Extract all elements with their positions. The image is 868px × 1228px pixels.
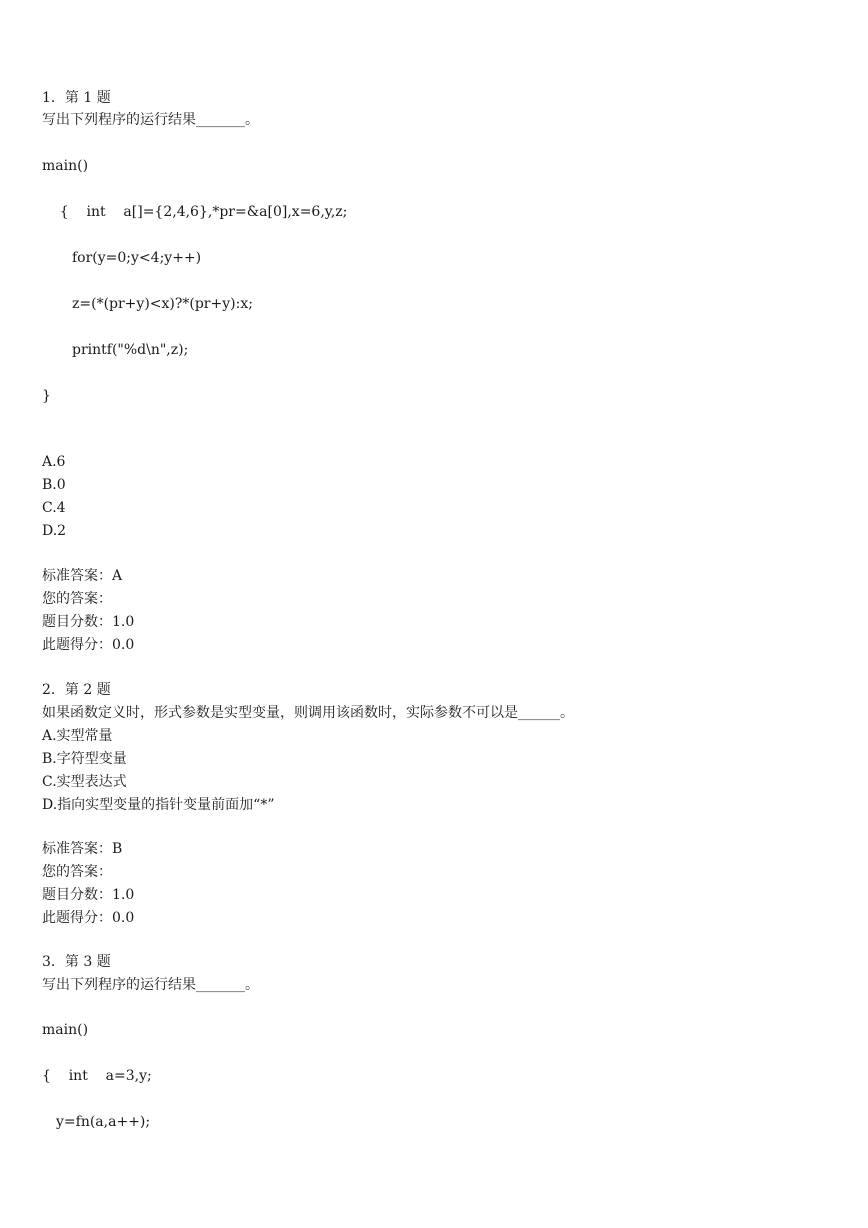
q2-standard-answer: 标准答案：B [42,841,123,857]
q3-prompt: 写出下列程序的运行结果_______。 [42,977,259,993]
q2-option-d: D.指向实型变量的指针变量前面加“*” [42,797,275,813]
q1-code-line: z=(*(pr+y)<x)?*(pr+y):x; [72,296,253,312]
q3-code-line: main() [42,1022,89,1038]
q2-earned: 此题得分：0.0 [42,910,135,926]
q3-code-line: y=fn(a,a++); [56,1114,151,1130]
q1-option-a: A.6 [42,454,66,470]
q2-prompt: 如果函数定义时，形式参数是实型变量，则调用该函数时，实际参数不可以是______。 [42,705,574,721]
q1-heading: 1．第 1 题 [42,90,111,106]
q1-code-line: for(y=0;y<4;y++) [72,250,202,266]
q2-option-b: B.字符型变量 [42,751,127,767]
q3-code-line: { int a=3,y; [42,1068,152,1084]
q1-score: 题目分数：1.0 [42,614,135,630]
q1-code-line: main() [42,158,89,174]
q1-your-answer: 您的答案： [42,591,112,607]
q1-option-b: B.0 [42,477,66,493]
q1-standard-answer: 标准答案：A [42,568,123,584]
q1-option-d: D.2 [42,523,67,539]
q1-earned: 此题得分：0.0 [42,637,135,653]
q1-prompt: 写出下列程序的运行结果_______。 [42,112,259,128]
q1-code-line: } [42,388,51,404]
q2-heading: 2．第 2 题 [42,682,111,698]
q1-option-c: C.4 [42,500,66,516]
q2-option-c: C.实型表达式 [42,774,127,790]
q3-heading: 3．第 3 题 [42,954,111,970]
q2-your-answer: 您的答案： [42,864,112,880]
q2-option-a: A.实型常量 [42,728,113,744]
q2-score: 题目分数：1.0 [42,887,135,903]
q1-code-line: printf("%d\n",z); [72,342,189,358]
q1-code-line: { int a[]={2,4,6},*pr=&a[0],x=6,y,z; [42,204,348,220]
